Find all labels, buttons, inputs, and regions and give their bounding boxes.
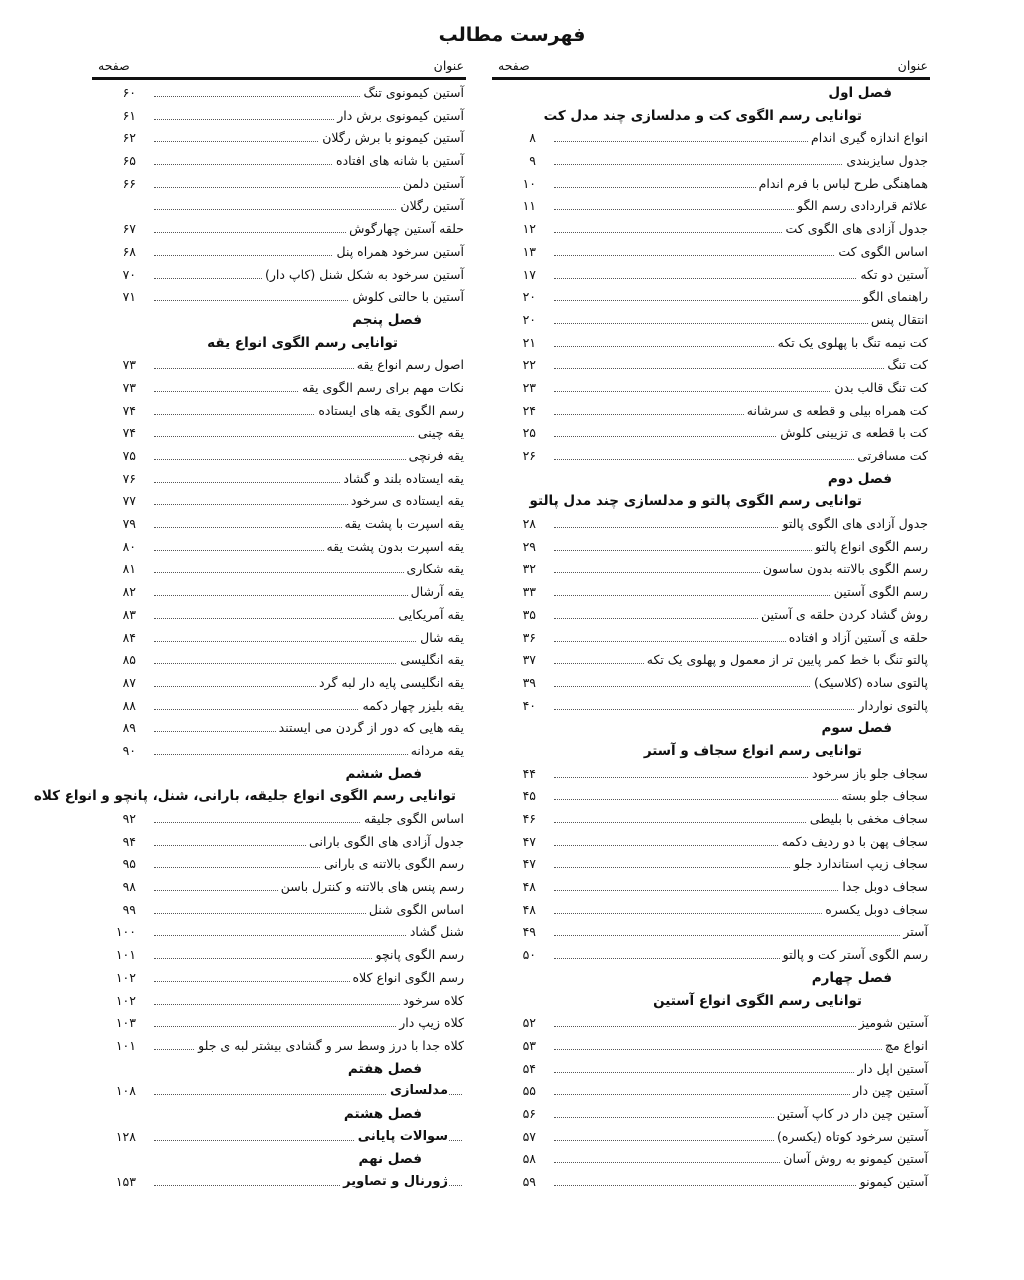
- entry-page-number: ۴۷: [522, 833, 536, 849]
- entry-page-number: ۵۷: [522, 1128, 536, 1144]
- entry-title: جدول سایزبندی: [843, 150, 928, 173]
- toc-entry[interactable]: [92, 400, 466, 423]
- entry-page-number: ۸۸: [122, 697, 136, 713]
- toc-entry[interactable]: [92, 944, 466, 967]
- entry-page-number: ۲۶: [522, 448, 536, 463]
- entry-page-number: ۲۹: [522, 538, 536, 554]
- entry-page-number: ۵۶: [522, 1105, 536, 1121]
- entry-page-number: ۵۸: [522, 1151, 536, 1167]
- toc-entry[interactable]: [492, 1103, 930, 1126]
- entry-title: انواع مچ: [882, 1035, 928, 1058]
- entry-page-number: ۸۵: [122, 652, 136, 668]
- entry-page-number: ۷۷: [122, 493, 136, 509]
- toc-entry[interactable]: [492, 558, 930, 581]
- toc-entry[interactable]: [492, 604, 930, 627]
- entry-title: آستین با حالتی کلوش: [349, 286, 464, 309]
- toc-entry[interactable]: [492, 1058, 930, 1081]
- entry-title: یقه شال: [417, 627, 464, 650]
- toc-entry[interactable]: [492, 332, 930, 355]
- entry-page-number: ۷۴: [122, 402, 136, 418]
- entry-page-number: ۸۴: [122, 629, 136, 645]
- entry-page-number: ۸۳: [122, 606, 136, 622]
- toc-entry[interactable]: [492, 264, 930, 287]
- toc-entry[interactable]: [92, 558, 466, 581]
- toc-entry[interactable]: [492, 218, 930, 241]
- toc-entry[interactable]: [492, 150, 930, 173]
- toc-entry[interactable]: [492, 672, 930, 695]
- column-header-page: صفحه: [98, 58, 130, 73]
- entry-page-number: ۲۱: [522, 334, 536, 350]
- entry-page-number: ۸۷: [122, 674, 136, 690]
- entry-title: آستین دو تکه: [857, 264, 928, 287]
- entry-title: آستین با شانه های افتاده: [333, 150, 464, 173]
- toc-entry[interactable]: [92, 853, 466, 876]
- entry-page-number: ۴۰: [522, 697, 536, 713]
- entry-title: آستین کیمونو با برش رگلان: [319, 127, 464, 150]
- entry-title: یقه آرشال: [408, 581, 464, 604]
- entry-page-number: ۱۰۸: [115, 1083, 136, 1099]
- toc-rows: [33, 82, 466, 1194]
- entry-page-number: ۹: [529, 153, 536, 169]
- entry-title: اساس الگوی شنل: [366, 899, 464, 922]
- entry-page-number: ۱۲: [522, 221, 536, 237]
- entry-title: حلقه آستین چهارگوش: [346, 218, 464, 241]
- section-heading: توانایی رسم انواع سجاف و آستر: [643, 742, 862, 759]
- toc-entry[interactable]: [92, 264, 466, 287]
- toc-entry[interactable]: [492, 445, 930, 468]
- toc-entry[interactable]: [92, 490, 466, 513]
- toc-entry[interactable]: [92, 831, 466, 854]
- toc-entry[interactable]: [92, 990, 466, 1013]
- entry-page-number: ۵۰: [522, 947, 536, 963]
- toc-entry[interactable]: [92, 695, 466, 718]
- entry-title: کت با قطعه ی تزیینی کلوش: [777, 422, 928, 445]
- entry-title: راهنمای الگو: [860, 286, 928, 309]
- toc-entry[interactable]: [492, 241, 930, 264]
- toc-entry[interactable]: [92, 627, 466, 650]
- entry-title: یقه هایی که دور از گردن می ایستند: [276, 717, 464, 740]
- entry-title: رسم الگوی انواع پالتو: [812, 536, 928, 559]
- entry-page-number: ۵۵: [522, 1083, 536, 1099]
- toc-entry[interactable]: [492, 921, 930, 944]
- toc-entry[interactable]: [492, 785, 930, 808]
- dot-leader: [554, 935, 926, 936]
- toc-entry[interactable]: [92, 581, 466, 604]
- toc-entry[interactable]: [92, 604, 466, 627]
- toc-entry[interactable]: [492, 1012, 930, 1035]
- entry-page-number: ۱۰: [522, 175, 536, 191]
- entry-title: حلقه ی آستین آزاد و افتاده: [786, 627, 928, 650]
- toc-entry[interactable]: [92, 808, 466, 831]
- toc-entry[interactable]: [492, 354, 930, 377]
- toc-entry[interactable]: [492, 763, 930, 786]
- toc-entry[interactable]: [492, 1126, 930, 1149]
- entry-page-number: ۱۰۲: [115, 992, 136, 1008]
- column-header-title: عنوان: [433, 58, 464, 73]
- entry-title: رسم الگوی پانچو: [373, 944, 465, 967]
- entry-title: انواع اندازه گیری اندام: [808, 127, 928, 150]
- entry-page-number: ۲۴: [522, 402, 536, 418]
- entry-page-number: ۵۹: [522, 1174, 536, 1189]
- chapter-title: فصل هفتم: [347, 1060, 422, 1077]
- toc-entry[interactable]: [492, 944, 930, 967]
- chapter-title: فصل ششم: [345, 765, 422, 782]
- entry-title: کلاه سرخود: [400, 990, 464, 1013]
- entry-title: پالتو تنگ با خط کمر پایین تر از معمول و پهلوی یک تکه: [644, 649, 928, 672]
- chapter-title: فصل پنجم: [352, 311, 422, 328]
- entry-title: کلاه جدا با درز وسط سر و گشادی بیشتر لبه ی جلو: [195, 1035, 464, 1058]
- entry-page-number: ۴۷: [522, 856, 536, 872]
- entry-page-number: ۱۰۳: [115, 1015, 136, 1031]
- entry-page-number: ۶۲: [122, 130, 136, 146]
- toc-entry[interactable]: [92, 717, 466, 740]
- entry-title: رسم پنس های بالاتنه و کنترل باسن: [278, 876, 464, 899]
- entry-title: ژورنال و تصاویر: [340, 1171, 448, 1194]
- entry-page-number: ۳۲: [522, 561, 536, 577]
- entry-title: رسم الگوی بالاتنه بدون ساسون: [760, 558, 928, 581]
- section-heading: توانایی رسم الگوی انواع جلیقه، بارانی، شنل، پانچو و انواع کلاه: [33, 788, 456, 805]
- entry-title: کلاه زیپ دار: [396, 1012, 464, 1035]
- entry-page-number: ۲۸: [522, 516, 536, 532]
- toc-entry[interactable]: [492, 536, 930, 559]
- chapter-title: فصل نهم: [358, 1151, 422, 1168]
- entry-title: سجاف مخفی با بلیطی: [807, 808, 928, 831]
- entry-page-number: ۴۸: [522, 879, 536, 895]
- entry-title: آستین رگلان: [397, 195, 464, 218]
- entry-title: رسم الگوی آستین: [831, 581, 928, 604]
- entry-title: آستین سرخود همراه پنل: [333, 241, 464, 264]
- entry-page-number: ۱۲۸: [115, 1128, 136, 1144]
- entry-title: یقه اسپرت با پشت یقه: [342, 513, 464, 536]
- entry-title: آستین چین دار در کاپ آستین: [774, 1103, 928, 1126]
- entry-title: سوالات پایانی: [355, 1126, 448, 1149]
- toc-entry[interactable]: [92, 967, 466, 990]
- entry-title: آستین اپل دار: [855, 1058, 928, 1081]
- column-header-page: صفحه: [498, 58, 530, 73]
- toc-entry[interactable]: [92, 150, 466, 173]
- entry-title: آستین کیمونوی برش دار: [334, 105, 464, 128]
- entry-title: رسم الگوی آستر کت و پالتو: [780, 944, 928, 967]
- chapter-title: فصل سوم: [821, 720, 892, 737]
- toc-entry[interactable]: [92, 286, 466, 309]
- entry-page-number: ۱۷: [522, 266, 536, 282]
- entry-page-number: ۶۸: [122, 243, 136, 259]
- entry-title: یقه اسپرت بدون پشت یقه: [324, 536, 464, 559]
- toc-entry[interactable]: [92, 173, 466, 196]
- toc-entry[interactable]: [92, 899, 466, 922]
- entry-page-number: ۱۱: [522, 198, 536, 214]
- toc-rows: [492, 82, 930, 1194]
- entry-page-number: ۱۰۱: [115, 1037, 136, 1053]
- entry-title: یقه ایستاده ی سرخود: [348, 490, 464, 513]
- toc-entry[interactable]: [92, 740, 466, 763]
- column-header-title: عنوان: [897, 58, 928, 73]
- toc-entry[interactable]: [492, 831, 930, 854]
- toc-entry[interactable]: [92, 1171, 466, 1194]
- entry-title: کت مسافرتی: [854, 445, 928, 468]
- entry-page-number: ۷۵: [122, 448, 136, 463]
- entry-title: کت تنگ قالب بدن: [831, 377, 928, 400]
- toc-entry[interactable]: [492, 422, 930, 445]
- toc-entry[interactable]: [92, 649, 466, 672]
- entry-title: رسم الگوی یقه های ایستاده: [315, 400, 464, 423]
- entry-page-number: ۹۲: [122, 811, 136, 826]
- toc-entry[interactable]: [492, 853, 930, 876]
- entry-page-number: ۲۰: [522, 289, 536, 305]
- entry-title: اساس الگوی کت: [835, 241, 928, 264]
- entry-title: آستین چین دار: [850, 1080, 928, 1103]
- entry-title: سجاف دوبل جدا: [839, 876, 928, 899]
- toc-entry[interactable]: [92, 82, 466, 105]
- section-heading: توانایی رسم الگوی انواع آستین: [653, 992, 862, 1009]
- toc-entry[interactable]: [92, 1035, 466, 1058]
- entry-page-number: ۵۲: [522, 1015, 536, 1031]
- entry-title: جدول آزادی های الگوی بارانی: [306, 831, 464, 854]
- entry-page-number: ۷۶: [122, 470, 136, 486]
- entry-page-number: ۶۵: [122, 153, 136, 169]
- entry-title: آستین کیمونو: [857, 1171, 928, 1194]
- entry-page-number: ۷۳: [122, 357, 136, 373]
- entry-page-number: ۷۱: [122, 289, 136, 305]
- entry-page-number: ۴۶: [522, 811, 536, 826]
- entry-page-number: ۱۰۲: [115, 969, 136, 985]
- toc-entry[interactable]: [492, 581, 930, 604]
- toc-entry[interactable]: [492, 127, 930, 150]
- toc-entry[interactable]: [92, 921, 466, 944]
- entry-title: رسم الگوی بالاتنه ی بارانی: [321, 853, 464, 876]
- entry-title: انتقال پنس: [868, 309, 928, 332]
- toc-entry[interactable]: [492, 173, 930, 196]
- entry-title: آستین سرخود کوتاه (یکسره): [774, 1126, 928, 1149]
- entry-title: علائم قراردادی رسم الگو: [794, 195, 928, 218]
- toc-entry[interactable]: [92, 876, 466, 899]
- entry-page-number: ۱۵۳: [115, 1174, 136, 1189]
- entry-title: شنل گشاد: [407, 921, 464, 944]
- entry-page-number: ۵۴: [522, 1060, 536, 1076]
- entry-title: سجاف پهن با دو ردیف دکمه: [779, 831, 928, 854]
- entry-title: یقه بلیزر چهار دکمه: [359, 695, 464, 718]
- toc-entry[interactable]: [492, 695, 930, 718]
- entry-title: هماهنگی طرح لباس با فرم اندام: [756, 173, 928, 196]
- toc-entry[interactable]: [92, 422, 466, 445]
- entry-title: اصول رسم انواع یقه: [354, 354, 464, 377]
- entry-page-number: ۹۰: [122, 742, 136, 758]
- section-heading: توانایی رسم الگوی کت و مدلسازی چند مدل کت: [543, 107, 862, 124]
- entry-title: یقه فرنچی: [406, 445, 464, 468]
- entry-page-number: ۸: [529, 130, 536, 146]
- toc-entry[interactable]: [492, 899, 930, 922]
- toc-entry[interactable]: [492, 1080, 930, 1103]
- entry-title: آستین شومیز: [856, 1012, 928, 1035]
- entry-title: جدول آزادی های الگوی کت: [783, 218, 928, 241]
- toc-entry[interactable]: [92, 513, 466, 536]
- toc-entry[interactable]: [92, 1126, 466, 1149]
- entry-title: نکات مهم برای رسم الگوی یقه: [299, 377, 464, 400]
- page-title: فهرست مطالب: [438, 24, 586, 46]
- column-header: [92, 58, 466, 80]
- entry-page-number: ۸۲: [122, 584, 136, 600]
- toc-entry[interactable]: [492, 377, 930, 400]
- toc-entry[interactable]: [492, 1171, 930, 1194]
- entry-title: یقه انگلیسی پایه دار لبه گرد: [316, 672, 464, 695]
- toc-entry[interactable]: [492, 649, 930, 672]
- chapter-title: فصل اول: [828, 85, 892, 101]
- entry-page-number: ۷۴: [122, 425, 136, 441]
- toc-entry[interactable]: [92, 1012, 466, 1035]
- entry-title: آستین دلمن: [400, 173, 464, 196]
- entry-title: سجاف دوبل یکسره: [822, 899, 928, 922]
- toc-entry[interactable]: [492, 876, 930, 899]
- entry-page-number: ۶۷: [122, 221, 136, 237]
- entry-page-number: ۴۹: [522, 924, 536, 940]
- entry-title: جدول آزادی های الگوی پالتو: [779, 513, 928, 536]
- entry-page-number: ۲۰: [522, 311, 536, 327]
- entry-page-number: ۴۸: [522, 901, 536, 917]
- entry-page-number: ۷۰: [122, 266, 136, 282]
- toc-entry[interactable]: [92, 536, 466, 559]
- entry-title: سجاف زیپ استاندارد جلو: [791, 853, 928, 876]
- entry-page-number: ۵۳: [522, 1037, 536, 1053]
- entry-title: مدلسازی: [387, 1080, 448, 1103]
- toc-entry[interactable]: [92, 445, 466, 468]
- entry-page-number: ۶۰: [122, 85, 136, 100]
- section-heading: توانایی رسم الگوی پالتو و مدلسازی چند مدل پالتو: [529, 493, 862, 510]
- entry-title: کت تنگ: [884, 354, 928, 377]
- toc-entry[interactable]: [492, 627, 930, 650]
- entry-page-number: ۳۳: [522, 584, 536, 600]
- column-header: [492, 58, 930, 80]
- entry-page-number: ۳۹: [522, 674, 536, 690]
- entry-title: سجاف جلو باز سرخود: [809, 763, 928, 786]
- entry-title: رسم الگوی انواع کلاه: [350, 967, 464, 990]
- entry-title: آستین کیمونو به روش آسان: [780, 1148, 928, 1171]
- entry-title: کت نیمه تنگ با پهلوی یک تکه: [775, 332, 928, 355]
- entry-page-number: ۲۵: [522, 425, 536, 441]
- entry-title: یقه مردانه: [408, 740, 464, 763]
- entry-page-number: ۱۰۰: [115, 924, 136, 940]
- entry-title: یقه انگلیسی: [397, 649, 464, 672]
- entry-title: آستین سرخود به شکل شنل (کاپ دار): [262, 264, 464, 287]
- dot-leader: [554, 1049, 926, 1050]
- toc-entry[interactable]: [92, 1080, 466, 1103]
- toc-entry[interactable]: [92, 672, 466, 695]
- entry-title: یقه شکاری: [404, 558, 464, 581]
- toc-entry[interactable]: [92, 127, 466, 150]
- toc-entry[interactable]: [92, 218, 466, 241]
- dot-leader: [154, 641, 462, 642]
- entry-page-number: ۹۴: [122, 833, 136, 849]
- toc-entry[interactable]: [492, 1148, 930, 1171]
- entry-title: کت همراه بیلی و قطعه ی سرشانه: [744, 400, 928, 423]
- entry-page-number: ۳۵: [522, 606, 536, 622]
- entry-page-number: ۲۳: [522, 379, 536, 395]
- entry-title: پالتوی نواردار: [855, 695, 928, 718]
- entry-page-number: ۸۹: [122, 720, 136, 736]
- toc-entry[interactable]: [492, 808, 930, 831]
- toc-entry[interactable]: [92, 195, 466, 218]
- toc-entry[interactable]: [492, 195, 930, 218]
- entry-title: روش گشاد کردن حلقه ی آستین: [758, 604, 928, 627]
- toc-entry[interactable]: [492, 1035, 930, 1058]
- entry-page-number: ۹۵: [122, 856, 136, 872]
- entry-page-number: ۷۳: [122, 379, 136, 395]
- entry-page-number: ۶۱: [122, 107, 136, 123]
- dot-leader: [554, 368, 926, 369]
- entry-page-number: ۶۶: [122, 175, 136, 191]
- chapter-title: فصل دوم: [827, 470, 892, 487]
- entry-page-number: ۸۰: [122, 538, 136, 554]
- section-heading: توانایی رسم الگوی انواع یقه: [207, 334, 398, 351]
- toc-entry[interactable]: [92, 354, 466, 377]
- entry-title: سجاف جلو بسته: [838, 785, 928, 808]
- chapter-title: فصل چهارم: [811, 969, 892, 986]
- entry-page-number: ۷۹: [122, 516, 136, 532]
- entry-page-number: ۳۷: [522, 652, 536, 668]
- chapter-title: فصل هشتم: [343, 1105, 422, 1122]
- entry-page-number: ۱۰۱: [115, 947, 136, 963]
- toc-entry[interactable]: [492, 400, 930, 423]
- toc-column-right: [492, 58, 930, 1194]
- entry-page-number: ۱۳: [522, 243, 536, 259]
- entry-page-number: ۳۶: [522, 629, 536, 645]
- entry-title: آستین کیمونوی تنگ: [360, 82, 464, 105]
- entry-page-number: ۹۹: [122, 901, 136, 917]
- toc-entry[interactable]: [92, 468, 466, 491]
- toc-entry[interactable]: [92, 377, 466, 400]
- toc-column-left: [33, 58, 466, 1194]
- entry-title: یقه آمریکایی: [395, 604, 464, 627]
- entry-page-number: ۲۲: [522, 357, 536, 373]
- entry-title: یقه چینی: [415, 422, 464, 445]
- toc-entry[interactable]: [492, 309, 930, 332]
- toc-entry[interactable]: [492, 286, 930, 309]
- toc-entry[interactable]: [492, 513, 930, 536]
- entry-page-number: ۸۱: [122, 561, 136, 577]
- entry-title: اساس الگوی جلیقه: [361, 808, 464, 831]
- entry-title: یقه ایستاده بلند و گشاد: [340, 468, 464, 491]
- entry-page-number: ۴۴: [522, 765, 536, 781]
- entry-page-number: ۹۸: [122, 879, 136, 895]
- toc-entry[interactable]: [92, 105, 466, 128]
- entry-title: پالتوی ساده (کلاسیک): [811, 672, 928, 695]
- toc-entry[interactable]: [92, 241, 466, 264]
- entry-title: آستر: [900, 921, 928, 944]
- entry-page-number: ۴۵: [522, 788, 536, 804]
